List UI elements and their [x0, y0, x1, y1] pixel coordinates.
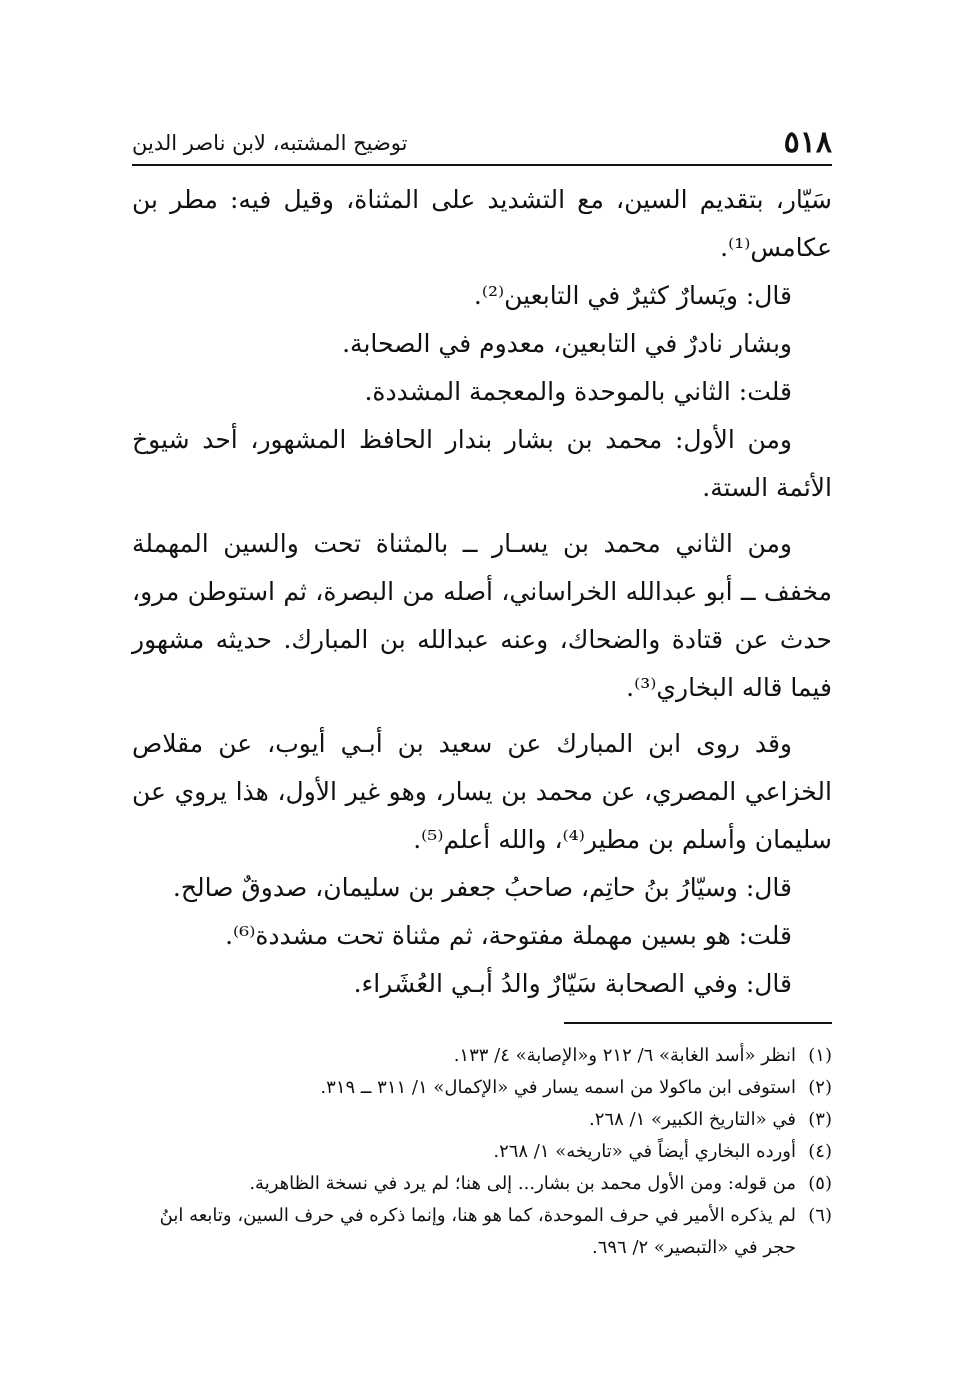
- footnote: [132, 1040, 832, 1072]
- paragraph: وقد روى ابن المبارك عن سعيد بن أبـي أيوب، عن مقلاص الخزاعي المصري، عن محمد بن يسار، وهو غير الأول، هذا يروي عن سليمان وأسلم بن مطير⁽⁴⁾، والله أعلم⁽⁵⁾.: [132, 729, 832, 854]
- page-header: [132, 126, 832, 162]
- footnotes: [132, 1040, 832, 1264]
- footnote-number: (٢): [808, 1077, 832, 1098]
- footnote-number: (٣): [808, 1109, 832, 1130]
- paragraph: قلت: هو بسين مهملة مفتوحة، ثم مثناة تحت مشددة⁽⁶⁾.: [225, 921, 792, 950]
- footnote: [132, 1136, 832, 1168]
- paragraph: وبشار نادرٌ في التابعين، معدوم في الصحابة.: [342, 329, 792, 358]
- page-number: ٥١٨: [783, 125, 832, 160]
- paragraph: قال: وسيّارُ بنُ حاتِم، صاحبُ جعفر بن سليمان، صدوقٌ صالح.: [172, 873, 792, 902]
- paragraph: سَيّار، بتقديم السين، مع التشديد على المثناة، وقيل فيه: مطر بن عكامس⁽¹⁾.: [132, 185, 832, 262]
- footnote-text: من قوله: ومن الأول محمد بن بشار... إلى هنا؛ لم يرد في نسخة الظاهرية.: [249, 1173, 796, 1194]
- paragraph: قلت: الثاني بالموحدة والمعجمة المشددة.: [364, 377, 792, 406]
- running-title: توضيح المشتبه، لابن ناصر الدين: [132, 131, 408, 155]
- footnote: [132, 1168, 832, 1200]
- footnote-number: (١): [808, 1045, 832, 1066]
- footnote-text: انظر «أسد الغابة» ٦/ ٢١٢ و«الإصابة» ٤/ ١٣٣.: [453, 1045, 796, 1066]
- footnote: [132, 1200, 832, 1264]
- main-text: [132, 176, 832, 1008]
- footnote-number: (٤): [808, 1141, 832, 1162]
- footnote-divider: [564, 1022, 832, 1024]
- paragraph: ومن الثاني محمد بن يسـار ــ بالمثناة تحت والسين المهملة مخفف ــ أبو عبدالله الخراساني، أصله من البصرة، ثم استوطن مرو، حدث عن قتادة والضحاك، وعنه عبدالله بن المبارك. حديثه مشهور فيما قاله البخاري⁽³⁾.: [132, 529, 832, 702]
- footnote-number: (٦): [808, 1205, 832, 1226]
- footnote: [132, 1104, 832, 1136]
- footnote-text: استوفى ابن ماكولا من اسمه يسار في «الإكمال» ١/ ٣١١ ــ ٣١٩.: [320, 1077, 796, 1098]
- footnote-text: لم يذكره الأمير في حرف الموحدة، كما هو هنا، وإنما ذكره في حرف السين، وتابعه ابنُ حجر في «التبصير» ٢/ ٦٩٦.: [159, 1205, 796, 1258]
- header-divider: [132, 164, 832, 166]
- footnote-number: (٥): [808, 1173, 832, 1194]
- paragraph: ومن الأول: محمد بن بشار بندار الحافظ المشهور، أحد شيوخ الأئمة الستة.: [132, 425, 832, 502]
- paragraph: قال: وفي الصحابة سَيّارٌ والدُ أبـي العُشَراء.: [353, 969, 792, 998]
- footnote-text: في «التاريخ الكبير» ١/ ٢٦٨.: [589, 1109, 796, 1130]
- footnote: [132, 1072, 832, 1104]
- footnote-text: أورده البخاري أيضاً في «تاريخه» ١/ ٢٦٨.: [493, 1141, 796, 1162]
- paragraph: قال: ويَسارٌ كثيرٌ في التابعين⁽²⁾.: [473, 281, 792, 310]
